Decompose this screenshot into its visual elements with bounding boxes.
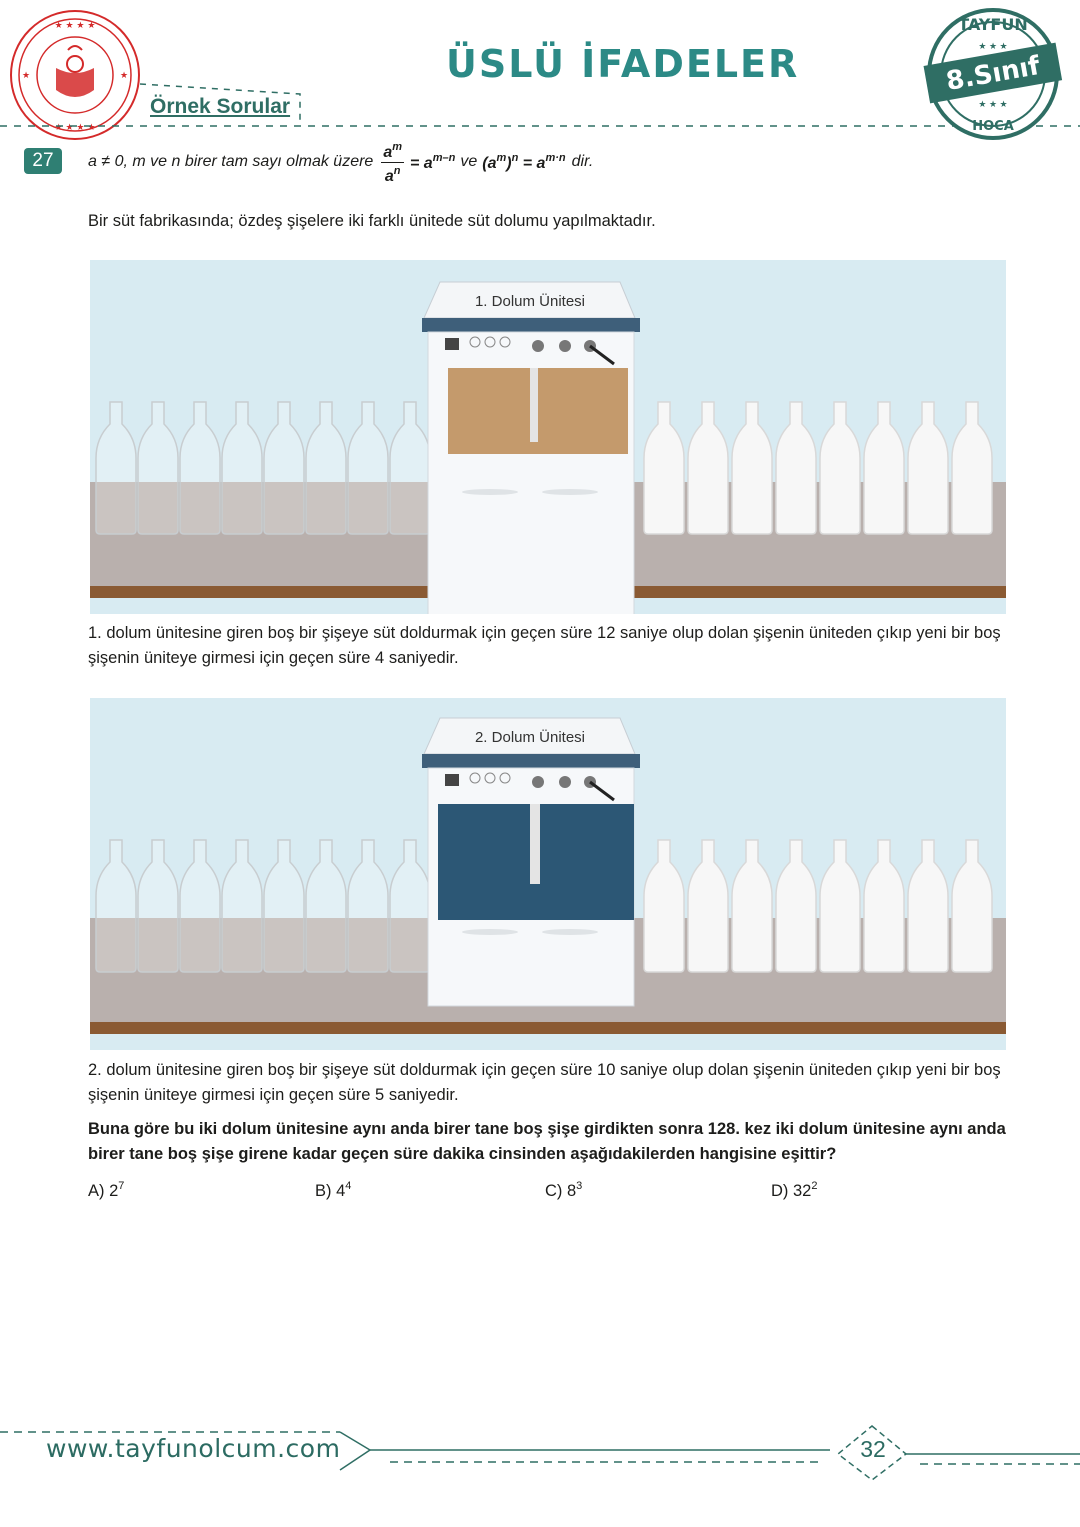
filling-unit-2-machine xyxy=(422,718,640,1006)
document-title: ÜSLÜ İFADELER xyxy=(446,42,800,86)
question-number: 27 xyxy=(24,148,62,174)
formula-eq1: = $a^{m-n}$ xyxy=(410,151,456,172)
filling-unit-2-illustration xyxy=(90,698,1006,1050)
svg-text:★ ★ ★ ★: ★ ★ ★ ★ xyxy=(54,123,96,133)
formula-mid: ve xyxy=(460,153,478,170)
svg-text:★ ★ ★: ★ ★ ★ xyxy=(978,99,1008,109)
badge-bottom-text: HOCA xyxy=(972,119,1014,134)
unit-2-description: 2. dolum ünitesine giren boş bir şişeye süt doldurmak için geçen süre 10 saniye olup dolan şişenin üniteden çıkıp yeni bir boş şişenin üniteye girmesi için geçen süre 5 saniyedir. xyxy=(88,1061,1001,1104)
svg-text:★ ★ ★ ★: ★ ★ ★ ★ xyxy=(54,21,96,31)
footer-url[interactable]: www.tayfunolcum.com xyxy=(46,1434,341,1463)
fraction-numerator: $a^m$ xyxy=(383,141,403,161)
badge-top-text: TAYFUN xyxy=(958,15,1028,34)
fraction xyxy=(381,139,404,185)
formula-prefix: a ≠ 0, m ve n birer tam sayı olmak üzere xyxy=(88,153,374,170)
fraction-denominator: $a^n$ xyxy=(384,165,401,185)
option-d[interactable]: D) $32^2$ xyxy=(771,1180,818,1200)
exponent-rules-formula xyxy=(88,140,593,184)
unit-1-description: 1. dolum ünitesine giren boş bir şişeye süt doldurmak için geçen süre 12 saniye olup dolan şişenin üniteden çıkıp yeni bir boş şişenin üniteye girmesi için geçen süre 4 saniyedir. xyxy=(88,624,1001,667)
unit-2-label: 2. Dolum Ünitesi xyxy=(474,729,586,746)
badge-middle-text: 8.Sınıf xyxy=(943,51,1043,97)
badge-stamp-icon xyxy=(918,4,1068,144)
section-label: Örnek Sorular xyxy=(150,95,291,118)
option-a[interactable]: A) $2^7$ xyxy=(88,1180,125,1200)
svg-text:★ ★ ★: ★ ★ ★ xyxy=(978,41,1008,51)
option-c[interactable]: C) $8^3$ xyxy=(545,1180,583,1200)
filling-unit-1-machine xyxy=(422,282,640,614)
teacher-badge xyxy=(918,4,1068,144)
svg-text:★: ★ xyxy=(119,71,129,81)
formula-suffix: dir. xyxy=(571,153,594,170)
formula-eq2: $(a^m)^n = a^{m\cdot n}$ xyxy=(482,151,566,172)
option-b[interactable]: B) $4^4$ xyxy=(315,1180,352,1200)
filling-unit-1-illustration xyxy=(90,260,1006,614)
question-prompt: Buna göre bu iki dolum ünitesine aynı anda birer tane boş şişe girdikten sonra 128. kez iki dolum ünitesine aynı anda birer tane boş şişe girene kadar geçen süre dakika cinsinden aşağıdakilerden hangisine eşittir? xyxy=(88,1120,1006,1163)
question-intro: Bir süt fabrikasında; özdeş şişelere iki farklı ünitede süt dolumu yapılmaktadır. xyxy=(88,212,656,230)
svg-text:★: ★ xyxy=(21,71,31,81)
page-number: 32 xyxy=(860,1436,886,1462)
unit-1-label: 1. Dolum Ünitesi xyxy=(474,293,586,310)
